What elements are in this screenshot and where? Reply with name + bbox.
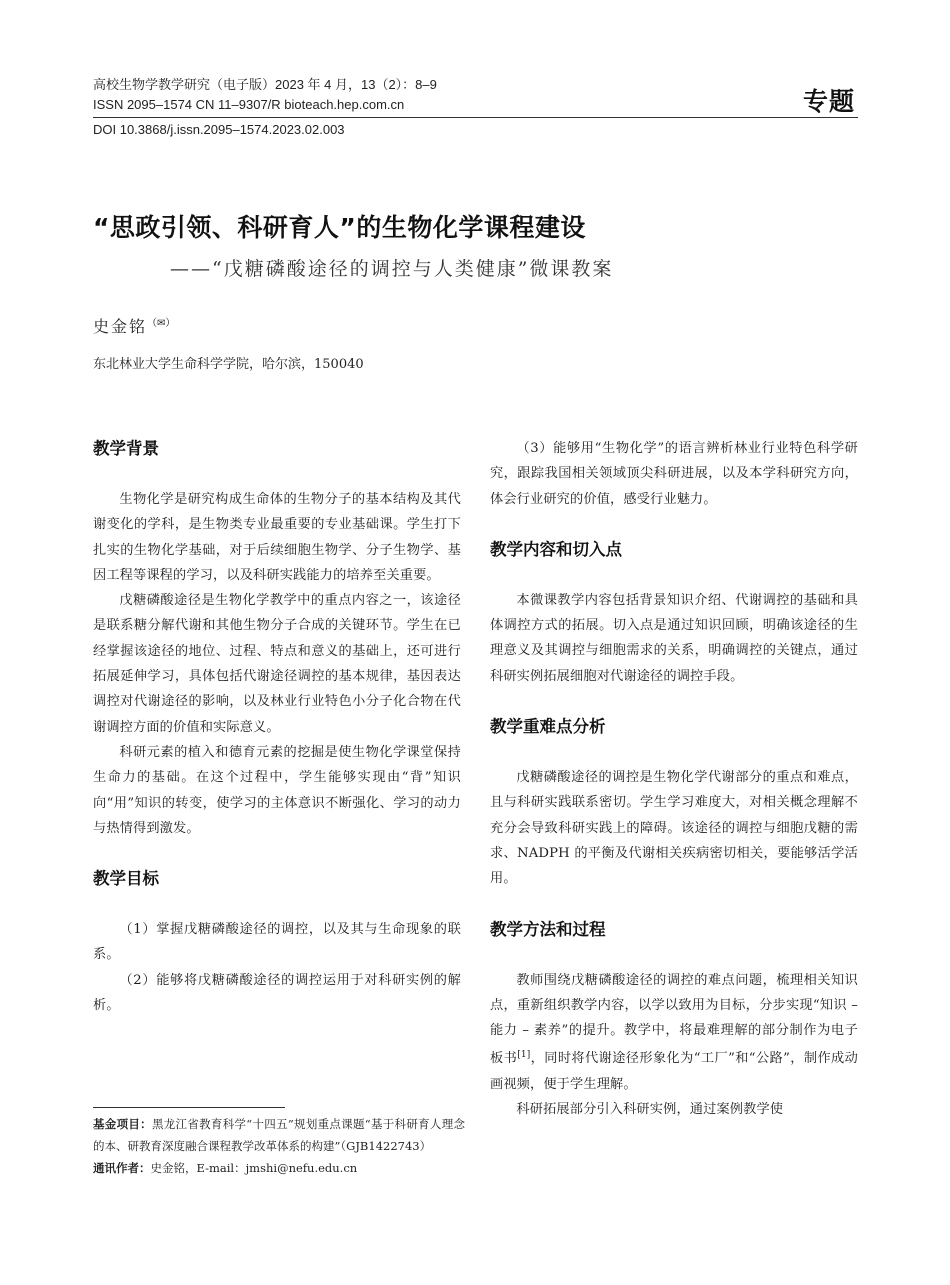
contact-text: 史金铭，E-mail：jmshi@nefu.edu.cn: [150, 1161, 358, 1175]
author-name: 史金铭: [93, 317, 148, 336]
header-rule: [93, 117, 858, 118]
heading-objectives: 教学目标: [93, 869, 159, 889]
funding-text: 黑龙江省教育科学“十四五”规划重点课题“基于科研育人理念的本、研教育深度融合课程教学改革体系的构建”（GJB1422743）: [93, 1117, 466, 1153]
corresponding-author-mark: （✉）: [147, 318, 176, 329]
reference-mark[interactable]: [1]: [517, 1050, 531, 1061]
heading-methods: 教学方法和过程: [490, 919, 606, 939]
paragraph-text: ，同时将代谢途径形象化为“工厂”和“公路”，制作成动画视频，便于学生理解。: [490, 1051, 858, 1092]
objective-item: （3）能够用“生物化学”的语言辨析林业行业特色科学研究，跟踪我国相关领域顶尖科研进展，以及本学科研究方向，体会行业研究的价值，感受行业魅力。: [490, 441, 858, 507]
paragraph: 戊糖磷酸途径是生物化学教学中的重点内容之一，该途径是联系糖分解代谢和其他生物分子合成的关键环节。学生在已经掌握该途径的地位、过程、特点和意义的基础上，还可进行拓展延伸学习，具体包括代谢途径调控的基本规律，基因表达调控对代谢途径的影响，以及林业行业特色小分子化合物在代谢调控方面的价值和实际意义。: [93, 593, 461, 735]
paragraph: 本微课教学内容包括背景知识介绍、代谢调控的基础和具体调控方式的拓展。切入点是通过知识回顾，明确该途径的生理意义及其调控与细胞需求的关系，明确调控的关键点，通过科研实例拓展细胞对代谢途径的调控手段。: [490, 592, 858, 684]
right-column: [490, 436, 858, 1122]
article-title: “思政引领、科研育人”的生物化学课程建设: [93, 213, 586, 242]
heading-background: 教学背景: [93, 439, 159, 458]
objective-item: （2）能够将戊糖磷酸途径的调控运用于对科研实例的解析。: [93, 972, 461, 1014]
author-line: [93, 314, 175, 337]
objective-item: （1）掌握戊糖磷酸途径的调控，以及其与生命现象的联系。: [93, 922, 461, 963]
paragraph: 生物化学是研究构成生命体的生物分子的基本结构及其代谢变化的学科，是生物类专业最重要的专业基础课。学生打下扎实的生物化学基础，对于后续细胞生物学、分子生物学、基因工程等课程的学习，以及科研实践能力的培养至关重要。: [93, 492, 461, 583]
paragraph: 戊糖磷酸途径的调控是生物化学代谢部分的重点和难点，且与科研实践联系密切。学生学习难度大，对相关概念理解不充分会导致科研实践上的障碍。该途径的调控与细胞戊糖的需求、NADPH 的平衡及代谢相关疾病密切相关，要能够活学活用。: [490, 770, 858, 887]
contact-note: [93, 1157, 465, 1179]
left-column: [93, 436, 461, 1018]
paragraph: 科研元素的植入和德育元素的挖掘是使生物化学课堂保持生命力的基础。在这个过程中，学生能够实现由“背”知识向“用”知识的转变，使学习的主体意识不断强化、学习的动力与热情得到激发。: [93, 744, 461, 836]
footnote-rule: [93, 1107, 285, 1108]
footnote: [93, 1113, 465, 1179]
journal-citation: 高校生物学教学研究（电子版）2023 年 4 月，13（2）：8–9: [93, 77, 437, 92]
paragraph: 科研拓展部分引入科研实例，通过案例教学使: [516, 1102, 784, 1118]
heading-key-points: 教学重难点分析: [490, 717, 606, 737]
section-badge: 专题: [803, 87, 856, 116]
contact-label: 通讯作者：: [93, 1161, 151, 1175]
paragraph: [490, 968, 858, 1097]
article-subtitle: ——“戊糖磷酸途径的调控与人类健康”微课教案: [170, 258, 614, 280]
issn-line: ISSN 2095–1574 CN 11–9307/R bioteach.hep.com.cn: [93, 97, 405, 112]
funding-note: [93, 1113, 465, 1157]
paragraph-text: 教师围绕戊糖磷酸途径的调控的难点问题，梳理相关知识点，重新组织教学内容，以学以致用为目标，分步实现“知识 – 能力 – 素养”的提升。教学中，将最难理解的部分制作为电子板书: [490, 972, 858, 1067]
author-affiliation: 东北林业大学生命科学学院，哈尔滨，150040: [93, 357, 364, 372]
doi-line: DOI 10.3868/j.issn.2095–1574.2023.02.003: [93, 122, 345, 137]
funding-label: 基金项目：: [93, 1117, 152, 1131]
heading-content: 教学内容和切入点: [490, 539, 622, 559]
